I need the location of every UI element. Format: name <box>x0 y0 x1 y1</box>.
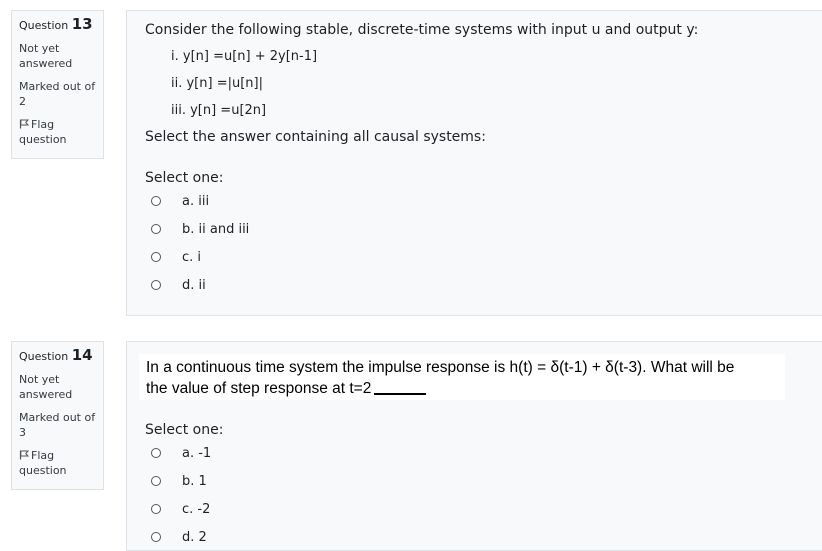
question-info-13 <box>11 10 104 159</box>
flag-icon <box>19 450 29 460</box>
question-number-value: 14 <box>71 346 93 364</box>
flag-label[interactable]: Flag question <box>19 449 67 477</box>
option-label-c[interactable]: c. -2 <box>182 502 211 517</box>
radio-option-d[interactable] <box>151 280 161 290</box>
question-label: Question <box>19 19 69 32</box>
question-state: Not yet answered <box>19 42 73 70</box>
radio-option-a[interactable] <box>151 196 161 206</box>
answer-blank <box>374 393 426 395</box>
option-label-b[interactable]: b. 1 <box>182 474 207 489</box>
question-instruction: Select the answer containing all causal systems: <box>145 129 486 145</box>
radio-option-b[interactable] <box>151 476 161 486</box>
option-label-a[interactable]: a. -1 <box>182 446 212 461</box>
select-one-prompt: Select one: <box>145 170 224 186</box>
question-content-13 <box>126 10 822 316</box>
question-text <box>146 357 734 399</box>
system-item: i. y[n] =u[n] + 2y[n-1] <box>171 49 318 64</box>
option-label-a[interactable]: a. iii <box>182 194 210 209</box>
flag-question-link[interactable] <box>19 117 96 147</box>
radio-option-a[interactable] <box>151 448 161 458</box>
question-number <box>19 348 96 364</box>
question-content-14 <box>126 341 822 551</box>
question-state: Not yet answered <box>19 373 73 401</box>
question-text-line: In a continuous time system the impulse response is h(t) = δ(t-1) + δ(t-3). What will be <box>146 359 735 376</box>
radio-option-c[interactable] <box>151 252 161 262</box>
question-info-14 <box>11 341 104 490</box>
option-label-c[interactable]: c. i <box>182 250 202 265</box>
question-number <box>19 17 96 33</box>
option-label-b[interactable]: b. ii and iii <box>182 222 250 237</box>
option-label-d[interactable]: d. 2 <box>182 530 207 545</box>
option-label-d[interactable]: d. ii <box>182 278 206 293</box>
question-label: Question <box>19 350 69 363</box>
select-one-prompt: Select one: <box>145 422 224 438</box>
radio-option-c[interactable] <box>151 504 161 514</box>
flag-label[interactable]: Flag question <box>19 118 67 146</box>
question-text: Consider the following stable, discrete-time systems with input u and output y: <box>145 22 699 38</box>
flag-icon <box>19 119 29 129</box>
question-grade: Marked out of 2 <box>19 80 96 108</box>
question-number-value: 13 <box>71 15 93 33</box>
question-text-fragment: the value of step response at t=2 <box>146 380 372 397</box>
question-grade: Marked out of 3 <box>19 411 96 439</box>
flag-question-link[interactable] <box>19 448 96 478</box>
system-item: iii. y[n] =u[2n] <box>171 103 267 118</box>
radio-option-d[interactable] <box>151 532 161 542</box>
system-item: ii. y[n] =|u[n]| <box>171 76 263 91</box>
question-text-line <box>146 378 734 399</box>
radio-option-b[interactable] <box>151 224 161 234</box>
